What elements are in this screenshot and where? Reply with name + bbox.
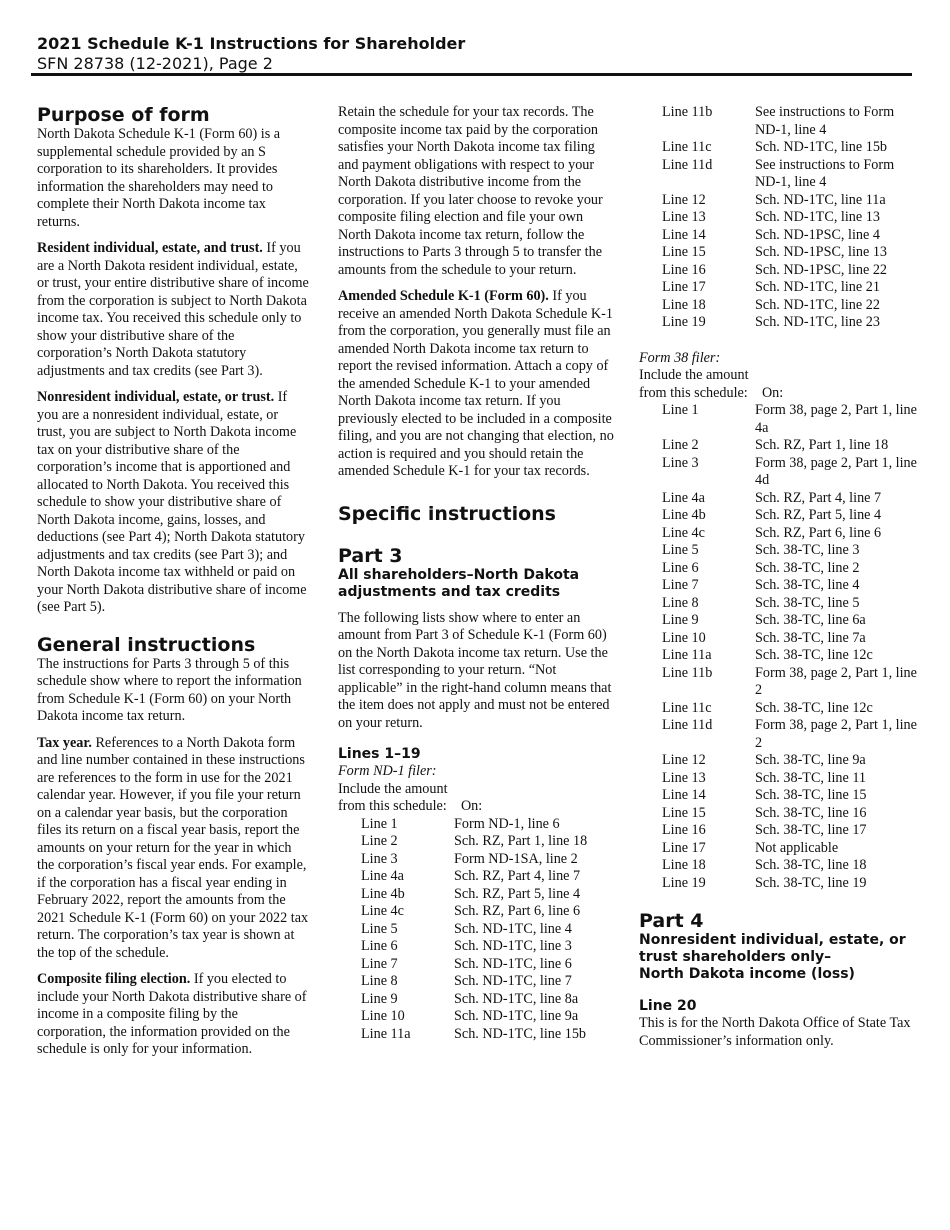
- row-line: Line 17: [662, 279, 706, 295]
- row-line: Line 4a: [662, 489, 705, 506]
- row-line: Line 11a: [662, 647, 712, 663]
- row-destination: Sch. 38-TC, line 19: [755, 874, 867, 891]
- row-destination: Sch. ND-1TC, line 21: [755, 279, 880, 295]
- row-destination: Sch. ND-1TC, line 6: [454, 955, 572, 972]
- row-destination: Sch. 38-TC, line 7a: [755, 629, 866, 646]
- specific-heading: Specific instructions: [338, 502, 556, 525]
- table-row: [338, 991, 614, 1009]
- part3-title: Part 3: [338, 544, 403, 567]
- table-row: [639, 244, 919, 262]
- table-row: [338, 1026, 614, 1044]
- row-destination: Sch. ND-1TC, line 15b: [454, 1025, 587, 1042]
- table-row: [338, 903, 614, 921]
- table-row: [639, 525, 919, 543]
- column-2: [338, 104, 614, 1043]
- table-row: [338, 921, 614, 939]
- row-line: Line 5: [662, 542, 699, 558]
- column-3: [639, 104, 919, 1059]
- table-row: [639, 612, 919, 630]
- from-label-2: from this schedule:: [639, 384, 748, 401]
- part3-subtitle-1: All shareholders–North Dakota: [338, 566, 580, 583]
- row-destination: Not applicable: [755, 839, 839, 856]
- from-label-row: [338, 798, 614, 816]
- table-row: [338, 816, 614, 834]
- row-destination: See instructions to Form ND-1, line 4: [755, 156, 895, 190]
- row-line: Line 1: [361, 815, 398, 832]
- include-label: Include the amount: [338, 780, 448, 797]
- row-destination: Sch. 38-TC, line 17: [755, 822, 867, 838]
- row-line: Line 9: [361, 990, 398, 1007]
- table-row: [639, 507, 919, 525]
- composite-paragraph: [37, 971, 309, 1059]
- table-row: [639, 192, 919, 210]
- row-line: Line 16: [662, 822, 706, 838]
- f38-filer-label: Form 38 filer:: [639, 349, 721, 366]
- part3-body: The following lists show where to enter an amount from Part 3 of Schedule K-1 (Form 60) on the North Dakota income tax return. Use the list corresponding to your return. “Not applicable” in the right-hand column means that the item does not apply and must not be entered on your return.: [338, 609, 612, 731]
- include-label-2: Include the amount: [639, 367, 749, 383]
- row-line: Line 11b: [662, 664, 713, 681]
- row-line: Line 11c: [662, 699, 712, 716]
- row-line: Line 13: [662, 769, 706, 786]
- row-line: Line 8: [361, 973, 398, 989]
- general-body: The instructions for Parts 3 through 5 of this schedule show where to report the information from Schedule K-1 (Form 60) on your North Dakota income tax return.: [37, 655, 302, 724]
- row-line: Line 4c: [361, 903, 404, 919]
- nonresident-body: If you are a nonresident individual, estate, or trust, you are subject to North Dakota income tax on your distributive share of the corporation’s income that is apportioned and allocated to North Dakota. You received this schedule to show your distributive share of North Dakota income, gains, losses, and deductions (see Part 4); North Dakota statutory adjustments and tax credits (see Part 3); and North Dakota income tax withheld or paid on your North Dakota distributive share of income (see Part 5).: [37, 389, 307, 615]
- part4-subtitle-2: trust shareholders only–: [639, 949, 832, 965]
- row-destination: See instructions to Form ND-1, line 4: [755, 104, 895, 138]
- row-line: Line 9: [662, 612, 699, 628]
- row-line: Line 16: [662, 261, 706, 278]
- row-destination: Sch. ND-1TC, line 7: [454, 973, 572, 989]
- row-line: Line 3: [662, 454, 699, 471]
- general-heading: General instructions: [37, 633, 256, 656]
- taxyear-lead: Tax year.: [37, 734, 92, 751]
- table-row: [639, 577, 919, 595]
- table-row: [639, 455, 919, 490]
- line20-body: This is for the North Dakota Office of State Tax Commissioner’s information only.: [639, 1015, 911, 1049]
- nd1-table: [338, 816, 614, 1044]
- lines-heading: Lines 1–19: [338, 746, 421, 762]
- row-destination: Sch. ND-1TC, line 22: [755, 296, 880, 313]
- row-line: Line 18: [662, 296, 706, 313]
- taxyear-body: References to a North Dakota form and line number contained in these instructions are references to the form in use for the 2021 calendar year. However, if you file your return on a calendar year basis, but the corporation files its return on a fiscal year basis, report the amounts on your return for the year in which the corporation’s fiscal year ends. For example, if the corporation has a fiscal year ending in February 2022, report the amounts from the 2021 Schedule K-1 (Form 60) on your 2022 tax return. The corporation’s tax year is shown at the top of the schedule.: [37, 734, 309, 961]
- nd1-table-continued: [639, 104, 919, 332]
- row-line: Line 7: [662, 577, 699, 593]
- row-line: Line 14: [662, 787, 706, 803]
- row-line: Line 19: [662, 874, 706, 891]
- part4-title: Part 4: [639, 910, 704, 932]
- table-row: [639, 752, 919, 770]
- row-line: Line 6: [662, 559, 699, 576]
- table-row: [639, 840, 919, 858]
- row-line: Line 4b: [361, 885, 405, 902]
- table-row: [639, 805, 919, 823]
- table-row: [639, 560, 919, 578]
- row-line: Line 6: [361, 938, 398, 954]
- row-destination: Sch. ND-1PSC, line 4: [755, 226, 880, 243]
- part3-subtitle-2: adjustments and tax credits: [338, 583, 561, 600]
- row-line: Line 1: [662, 402, 699, 418]
- row-line: Line 4c: [662, 524, 705, 541]
- row-destination: Form 38, page 2, Part 1, line 4a: [755, 402, 917, 436]
- row-destination: Sch. 38-TC, line 11: [755, 769, 866, 786]
- row-destination: Sch. ND-1PSC, line 13: [755, 244, 888, 260]
- table-row: [639, 717, 919, 752]
- row-line: Line 15: [662, 804, 706, 821]
- amended-paragraph: [338, 288, 614, 481]
- row-line: Line 10: [662, 629, 706, 646]
- table-row: [639, 787, 919, 805]
- table-row: [639, 104, 919, 139]
- resident-body: If you are a North Dakota resident individual, estate, or trust, your entire distributive share of income from the corporation is subject to North Dakota income tax. You received this schedule only to show your distributive share of the corporation’s North Dakota statutory adjustments and tax credits (see Part 3).: [37, 240, 309, 379]
- table-row: [338, 833, 614, 851]
- table-row: [639, 770, 919, 788]
- row-destination: Sch. 38-TC, line 12c: [755, 699, 873, 716]
- row-line: Line 2: [662, 437, 699, 453]
- table-row: [338, 886, 614, 904]
- table-row: [639, 139, 919, 157]
- row-destination: Sch. RZ, Part 6, line 6: [755, 524, 882, 541]
- table-row: [639, 822, 919, 840]
- purpose-body: North Dakota Schedule K-1 (Form 60) is a supplemental schedule provided by an S corporation to its shareholders. It provides information the shareholders may need to complete their North Dakota income tax returns.: [37, 126, 281, 230]
- table-row: [639, 542, 919, 560]
- nd1-filer-label: Form ND-1 filer:: [338, 763, 437, 779]
- amended-body: If you receive an amended North Dakota Schedule K-1 from the corporation, you generally must file an amended North Dakota income tax return to report the revised information. Attach a copy of the amended Schedule K-1 to your amended North Dakota income tax return. If you previously elected to be included in a composite filing, and you are not changing that election, no action is required and you should retain the amended Schedule K-1 for your tax records.: [338, 288, 614, 479]
- header-rule: [31, 73, 912, 76]
- row-destination: Sch. ND-1TC, line 13: [755, 209, 880, 225]
- row-destination: Sch. 38-TC, line 3: [755, 542, 860, 558]
- row-destination: Sch. ND-1TC, line 23: [755, 314, 880, 330]
- on-label-2: On:: [761, 384, 784, 401]
- retain-paragraph: Retain the schedule for your tax records. The composite income tax paid by the corporation satisfies your North Dakota income tax filing and payment obligations with respect to your North Dakota distributive income from the corporation. If you later choose to revoke your composite filing election and file your own North Dakota income tax return, follow the instructions to Parts 3 through 5 to transfer the amounts from the schedule to your return.: [338, 104, 603, 278]
- nonresident-lead: Nonresident individual, estate, or trust.: [37, 389, 275, 405]
- row-destination: Form 38, page 2, Part 1, line 2: [755, 664, 917, 698]
- table-row: [639, 875, 919, 893]
- row-line: Line 4a: [361, 868, 404, 884]
- table-row: [639, 437, 919, 455]
- taxyear-paragraph: [37, 735, 309, 963]
- row-destination: Form 38, page 2, Part 1, line 2: [755, 717, 917, 751]
- row-destination: Form ND-1, line 6: [454, 815, 560, 832]
- row-line: Line 14: [662, 226, 706, 243]
- row-line: Line 11b: [662, 104, 713, 120]
- table-row: [639, 490, 919, 508]
- row-destination: Sch. ND-1TC, line 15b: [755, 139, 888, 155]
- row-line: Line 10: [361, 1008, 405, 1024]
- row-line: Line 12: [662, 752, 706, 768]
- row-destination: Sch. RZ, Part 6, line 6: [454, 903, 581, 919]
- table-row: [338, 956, 614, 974]
- row-line: Line 11a: [361, 1025, 411, 1042]
- table-row: [639, 595, 919, 613]
- row-line: Line 11c: [662, 139, 712, 155]
- f38-table: [639, 402, 919, 892]
- row-destination: Sch. RZ, Part 4, line 7: [454, 868, 581, 884]
- row-line: Line 11d: [662, 717, 713, 733]
- row-line: Line 3: [361, 850, 398, 867]
- row-destination: Sch. 38-TC, line 6a: [755, 612, 866, 628]
- composite-lead: Composite filing election.: [37, 971, 191, 987]
- row-destination: Sch. 38-TC, line 18: [755, 857, 867, 873]
- row-destination: Sch. ND-1TC, line 9a: [454, 1008, 579, 1024]
- row-line: Line 18: [662, 857, 706, 873]
- table-row: [639, 227, 919, 245]
- row-line: Line 17: [662, 839, 706, 856]
- table-row: [338, 973, 614, 991]
- table-row: [338, 851, 614, 869]
- row-line: Line 15: [662, 244, 706, 260]
- table-row: [338, 938, 614, 956]
- row-destination: Sch. RZ, Part 5, line 4: [454, 885, 581, 902]
- row-destination: Sch. ND-1PSC, line 22: [755, 261, 888, 278]
- row-destination: Sch. 38-TC, line 9a: [755, 752, 866, 768]
- row-destination: Sch. RZ, Part 4, line 7: [755, 489, 882, 506]
- row-destination: Sch. RZ, Part 1, line 18: [755, 437, 889, 453]
- table-row: [639, 700, 919, 718]
- row-destination: Sch. 38-TC, line 2: [755, 559, 860, 576]
- table-row: [338, 868, 614, 886]
- resident-lead: Resident individual, estate, and trust.: [37, 240, 263, 256]
- document-subtitle: SFN 28738 (12-2021), Page 2: [37, 54, 273, 73]
- column-1: [37, 104, 309, 1068]
- composite-body: If you elected to include your North Dakota distributive share of income in a composite filing by the corporation, the information provided on the schedule is only for your information.: [37, 971, 307, 1057]
- row-line: Line 2: [361, 833, 398, 849]
- row-destination: Sch. 38-TC, line 12c: [755, 647, 873, 663]
- row-line: Line 8: [662, 594, 699, 611]
- row-destination: Sch. ND-1TC, line 8a: [454, 990, 579, 1007]
- row-destination: Sch. RZ, Part 5, line 4: [755, 507, 882, 523]
- table-row: [639, 647, 919, 665]
- table-row: [639, 314, 919, 332]
- nonresident-paragraph: [37, 389, 309, 617]
- row-destination: Sch. ND-1TC, line 3: [454, 938, 572, 954]
- document-title: 2021 Schedule K-1 Instructions for Shareholder: [37, 34, 466, 53]
- part4-subtitle-3: North Dakota income (loss): [639, 966, 855, 982]
- row-destination: Sch. 38-TC, line 5: [755, 594, 860, 611]
- table-row: [639, 297, 919, 315]
- row-line: Line 5: [361, 920, 398, 937]
- page-header: [37, 34, 913, 74]
- purpose-heading: Purpose of form: [37, 104, 210, 126]
- row-destination: Sch. RZ, Part 1, line 18: [454, 833, 588, 849]
- row-line: Line 4b: [662, 507, 706, 523]
- on-label: On:: [460, 798, 483, 814]
- from-label-row-2: [639, 385, 919, 403]
- row-line: Line 19: [662, 314, 706, 330]
- table-row: [639, 157, 919, 192]
- table-row: [338, 1008, 614, 1026]
- row-destination: Form ND-1SA, line 2: [454, 850, 578, 867]
- from-label: from this schedule:: [338, 798, 447, 814]
- row-line: Line 11d: [662, 156, 713, 173]
- table-row: [639, 665, 919, 700]
- row-destination: Sch. ND-1TC, line 11a: [755, 191, 886, 208]
- row-line: Line 13: [662, 209, 706, 225]
- resident-paragraph: [37, 240, 309, 380]
- table-row: [639, 857, 919, 875]
- row-line: Line 7: [361, 955, 398, 972]
- row-destination: Sch. 38-TC, line 15: [755, 787, 867, 803]
- part4-subtitle-1: Nonresident individual, estate, or: [639, 932, 906, 948]
- table-row: [639, 262, 919, 280]
- row-destination: Sch. 38-TC, line 16: [755, 804, 867, 821]
- table-row: [639, 630, 919, 648]
- row-line: Line 12: [662, 191, 706, 208]
- row-destination: Sch. 38-TC, line 4: [755, 577, 860, 593]
- table-row: [639, 402, 919, 437]
- table-row: [639, 209, 919, 227]
- table-row: [639, 279, 919, 297]
- row-destination: Sch. ND-1TC, line 4: [454, 920, 572, 937]
- line20-heading: Line 20: [639, 998, 697, 1014]
- row-destination: Form 38, page 2, Part 1, line 4d: [755, 454, 917, 488]
- amended-lead: Amended Schedule K-1 (Form 60).: [338, 288, 549, 304]
